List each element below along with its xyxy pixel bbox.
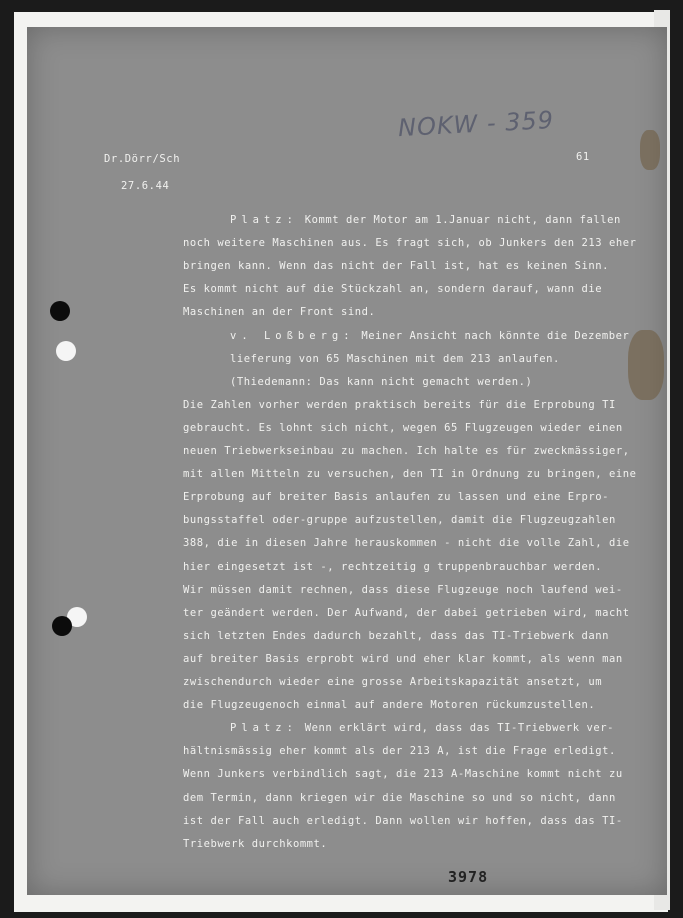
text-line bbox=[230, 376, 532, 388]
paper-stain bbox=[628, 330, 664, 400]
line-text: hältnismässig eher kommt als der 213 A, ist die Frage erledigt. bbox=[183, 745, 616, 758]
line-text: lieferung von 65 Maschinen mit dem 213 anlaufen. bbox=[230, 352, 560, 365]
text-line bbox=[230, 330, 629, 342]
text-line bbox=[183, 283, 602, 295]
speaker-name: Platz: bbox=[230, 722, 298, 735]
line-text: dem Termin, dann kriegen wir die Maschine so und so nicht, dann bbox=[183, 791, 616, 804]
punch-hole bbox=[56, 341, 76, 361]
text-line bbox=[183, 815, 623, 827]
line-text: Wir müssen damit rechnen, dass diese Flugzeuge noch laufend wei- bbox=[183, 583, 623, 596]
text-line bbox=[183, 630, 609, 642]
text-line bbox=[183, 607, 630, 619]
speaker-name: v. Loßberg: bbox=[230, 329, 355, 342]
line-text: Maschinen an der Front sind. bbox=[183, 306, 376, 319]
text-line bbox=[230, 214, 621, 226]
text-line bbox=[183, 260, 609, 272]
text-line bbox=[183, 399, 616, 411]
text-line bbox=[183, 838, 327, 850]
text-line bbox=[183, 676, 602, 688]
text-line bbox=[183, 237, 637, 249]
line-text: 388, die in diesen Jahre herauskommen - nicht die volle Zahl, die bbox=[183, 537, 630, 550]
line-text: ist der Fall auch erledigt. Dann wollen wir hoffen, dass das TI- bbox=[183, 814, 623, 827]
paper-stain bbox=[640, 130, 660, 170]
text-line bbox=[183, 768, 623, 780]
text-line bbox=[183, 514, 616, 526]
text-line bbox=[183, 699, 595, 711]
line-text: Kommt der Motor am 1.Januar nicht, dann fallen bbox=[297, 214, 621, 226]
text-line bbox=[183, 537, 630, 549]
punch-hole bbox=[50, 301, 70, 321]
stamp-number: 3978 bbox=[448, 868, 489, 886]
page-number: 61 bbox=[576, 151, 590, 163]
text-line bbox=[230, 722, 614, 734]
line-text: bringen kann. Wenn das nicht der Fall ist, hat es keinen Sinn. bbox=[183, 260, 610, 273]
line-text: (Thiedemann: Das kann nicht gemacht werden.) bbox=[230, 375, 533, 388]
line-text: noch weitere Maschinen aus. Es fragt sich, ob Junkers den 213 eher bbox=[183, 237, 637, 250]
text-line bbox=[230, 353, 560, 365]
line-text: Wenn Junkers verbindlich sagt, die 213 A-Maschine kommt nicht zu bbox=[183, 768, 623, 781]
line-text: sich letzten Endes dadurch bezahlt, dass das TI-Triebwerk dann bbox=[183, 629, 610, 642]
text-line bbox=[183, 745, 616, 757]
document-date: 27.6.44 bbox=[121, 180, 170, 192]
author-initials: Dr.Dörr/Sch bbox=[104, 153, 181, 165]
text-line bbox=[183, 653, 623, 665]
line-text: auf breiter Basis erprobt wird und eher klar kommt, als wenn man bbox=[183, 652, 623, 665]
line-text: neuen Triebwerkseinbau zu machen. Ich halte es für zweckmässiger, bbox=[183, 445, 630, 457]
archive-reference: NOKW - 359 bbox=[397, 105, 555, 143]
text-line bbox=[183, 468, 637, 480]
punch-hole bbox=[52, 616, 72, 636]
line-text: Meiner Ansicht nach könnte die Dezember bbox=[354, 329, 630, 342]
text-line bbox=[183, 561, 602, 573]
line-text: Erprobung auf breiter Basis anlaufen zu lassen und eine Erpro- bbox=[183, 491, 610, 504]
speaker-name: Platz: bbox=[230, 214, 298, 226]
line-text: zwischendurch wieder eine grosse Arbeitskapazität ansetzt, um bbox=[183, 676, 603, 688]
line-text: bungsstaffel oder-gruppe aufzustellen, damit die Flugzeugzahlen bbox=[183, 514, 616, 527]
line-text: Wenn erklärt wird, dass das TI-Triebwerk ver- bbox=[297, 722, 615, 735]
line-text: die Flugzeugenoch einmal auf andere Motoren rückumzustellen. bbox=[183, 699, 596, 712]
line-text: Triebwerk durchkommt. bbox=[183, 837, 328, 850]
text-line bbox=[183, 445, 630, 457]
line-text: ter geändert werden. Der Aufwand, der dabei getrieben wird, macht bbox=[183, 606, 630, 619]
text-line bbox=[183, 584, 623, 596]
text-line bbox=[183, 306, 375, 318]
text-line bbox=[183, 491, 609, 503]
line-text: mit allen Mitteln zu versuchen, den TI in Ordnung zu bringen, eine bbox=[183, 468, 637, 481]
text-line bbox=[183, 792, 616, 804]
line-text: hier eingesetzt ist -, rechtzeitig g truppenbrauchbar werden. bbox=[183, 560, 603, 573]
line-text: Es kommt nicht auf die Stückzahl an, sondern darauf, wann die bbox=[183, 283, 603, 296]
text-line bbox=[183, 422, 623, 434]
line-text: Die Zahlen vorher werden praktisch bereits für die Erprobung TI bbox=[183, 398, 616, 411]
line-text: gebraucht. Es lohnt sich nicht, wegen 65 Flugzeugen wieder einen bbox=[183, 421, 623, 434]
